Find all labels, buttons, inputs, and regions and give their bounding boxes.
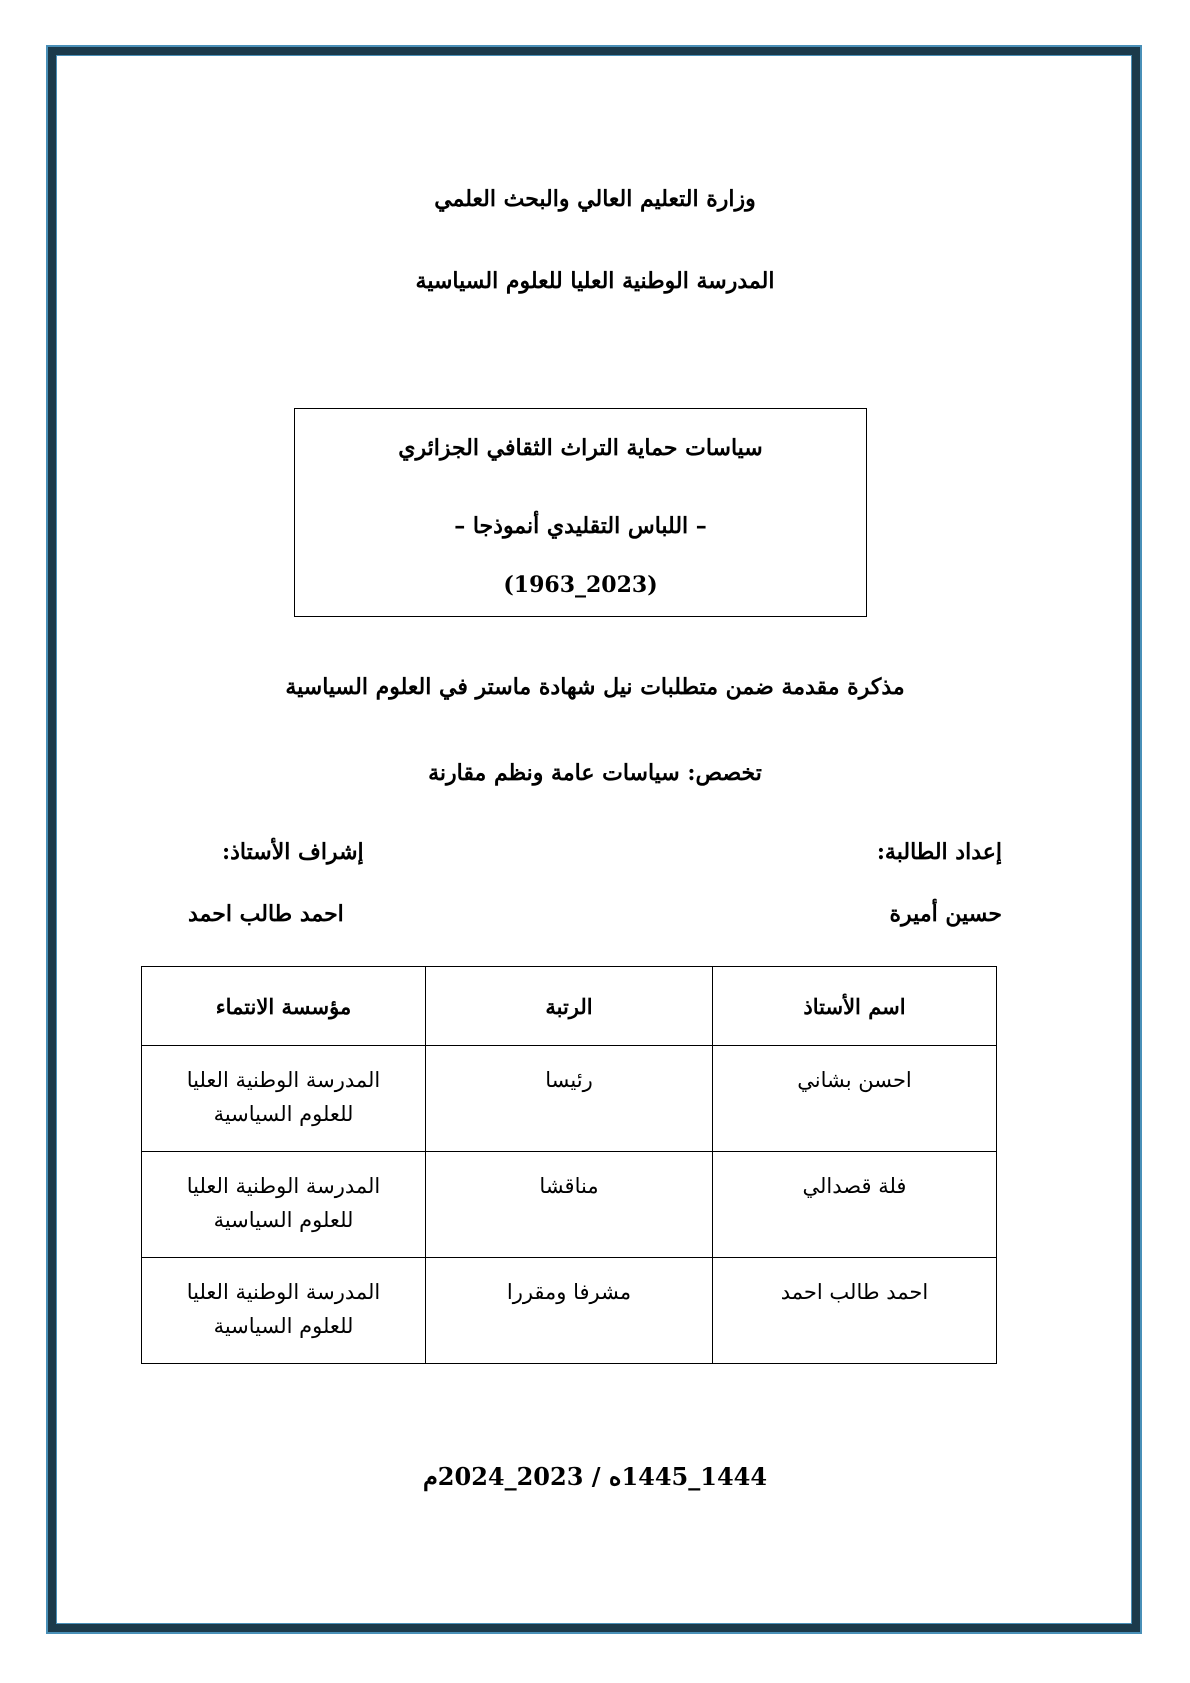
- institution-line: للعلوم السياسية: [213, 1101, 354, 1126]
- table-header-row: [142, 967, 997, 1046]
- thesis-subtitle: – اللباس التقليدي أنموذجا –: [454, 513, 707, 539]
- header-institution: مؤسسة الانتماء: [142, 967, 426, 1046]
- thesis-period: (1963_2023): [503, 572, 658, 598]
- ministry-heading: وزارة التعليم العالي والبحث العلمي: [434, 186, 756, 212]
- school-heading: المدرسة الوطنية العليا للعلوم السياسية: [415, 268, 775, 294]
- table-row: [142, 1258, 997, 1364]
- professor-institution: [142, 1258, 426, 1364]
- committee-table: [141, 966, 997, 1364]
- professor-rank: رئيسا: [426, 1046, 713, 1152]
- professor-institution: [142, 1152, 426, 1258]
- header-professor-name: اسم الأستاذ: [713, 967, 997, 1046]
- header-rank: الرتبة: [426, 967, 713, 1046]
- thesis-description: مذكرة مقدمة ضمن متطلبات نيل شهادة ماستر في العلوم السياسية: [285, 674, 905, 700]
- student-name: حسين أميرة: [889, 901, 1002, 927]
- supervisor-label: إشراف الأستاذ:: [222, 839, 364, 865]
- thesis-specialty: تخصص: سياسات عامة ونظم مقارنة: [428, 760, 762, 786]
- institution-line: المدرسة الوطنية العليا: [186, 1280, 381, 1304]
- professor-name: احسن بشاني: [713, 1046, 997, 1152]
- professor-rank: مناقشا: [426, 1152, 713, 1258]
- institution-line: المدرسة الوطنية العليا: [186, 1068, 381, 1092]
- academic-year: 1444_1445ه / 2023_2024م: [422, 1462, 768, 1491]
- thesis-title-box: [294, 408, 867, 617]
- institution-line: المدرسة الوطنية العليا: [186, 1174, 381, 1198]
- table-row: [142, 1046, 997, 1152]
- student-label: إعداد الطالبة:: [876, 839, 1002, 865]
- institution-line: للعلوم السياسية: [213, 1207, 354, 1232]
- institution-line: للعلوم السياسية: [213, 1313, 354, 1338]
- thesis-title: سياسات حماية التراث الثقافي الجزائري: [398, 435, 763, 461]
- professor-rank: مشرفا ومقررا: [426, 1258, 713, 1364]
- professor-name: احمد طالب احمد: [713, 1258, 997, 1364]
- supervisor-name: احمد طالب احمد: [188, 901, 344, 927]
- professor-name: فلة قصدالي: [713, 1152, 997, 1258]
- table-row: [142, 1152, 997, 1258]
- professor-institution: [142, 1046, 426, 1152]
